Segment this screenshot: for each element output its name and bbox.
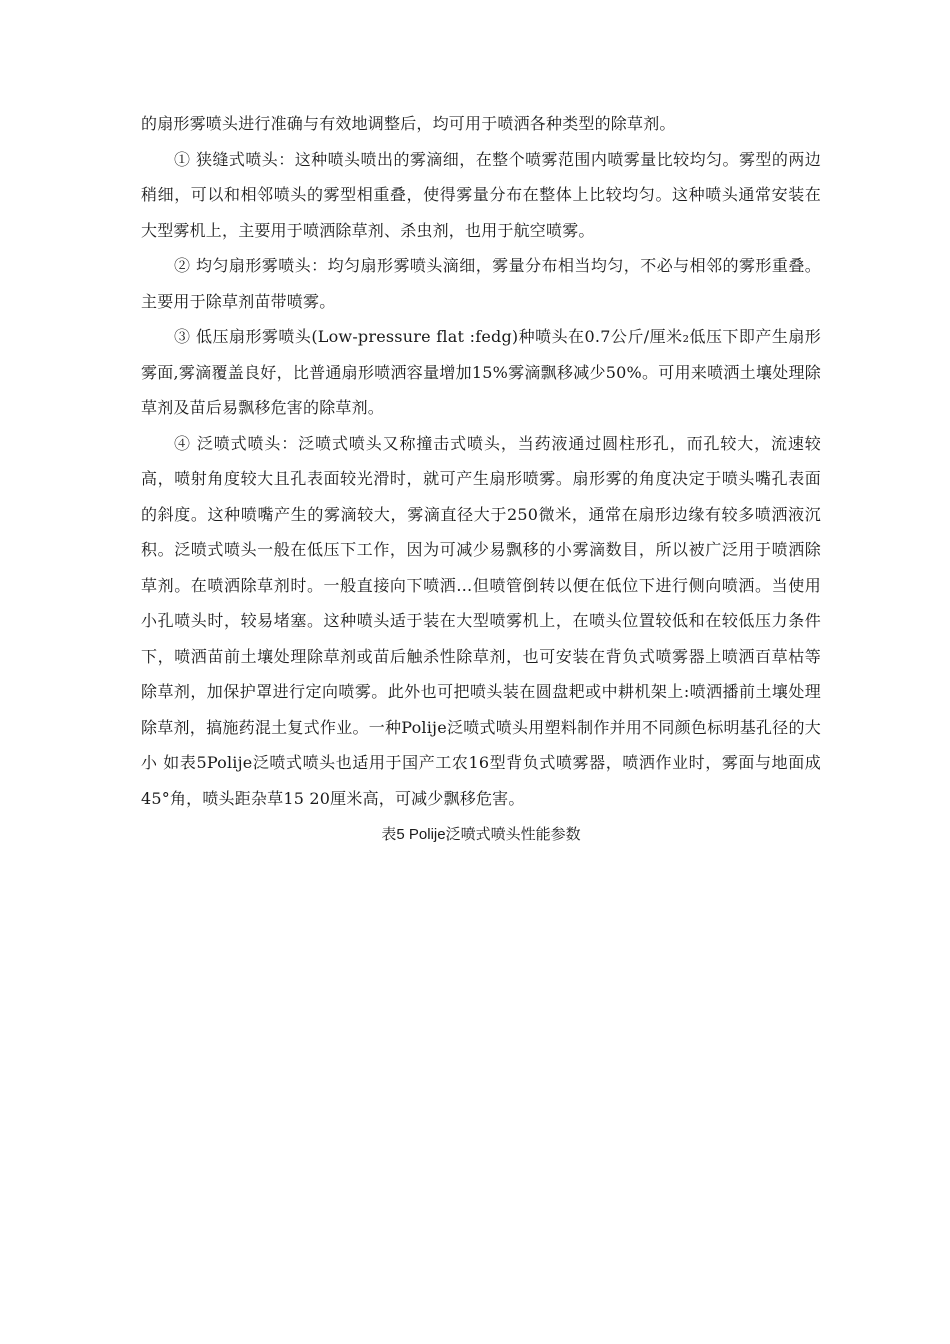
table-caption: 表5 Polije泛喷式喷头性能参数	[381, 826, 581, 843]
paragraph-even-flat-fan-nozzle: ② 均匀扇形雾喷头：均匀扇形雾喷头滴细，雾量分布相当均匀，不必与相邻的雾形重叠。主要用于除草剂苗带喷雾。	[141, 256, 821, 311]
paragraph-flood-nozzle: ④ 泛喷式喷头：泛喷式喷头又称撞击式喷头，当药液通过圆柱形孔，而孔较大，流速较高，喷射角度较大且孔表面较光滑时，就可产生扇形喷雾。扇形雾的角度决定于喷头嘴孔表面的斜度。这种喷嘴产生的雾滴较大，雾滴直径大于250微米，通常在扇形边缘有较多喷洒液沉积。泛喷式喷头一般在低压下工作，因为可减少易飘移的小雾滴数目，所以被广泛用于喷洒除草剂。在喷洒除草剂时。一般直接向下喷洒…但喷管倒转以便在低位下进行侧向喷洒。当使用小孔喷头时，较易堵塞。这种喷头适于装在大型喷雾机上，在喷头位置较低和在较低压力条件下，喷洒苗前土壤处理除草剂或苗后触杀性除草剂，也可安装在背负式喷雾器上喷洒百草枯等除草剂，加保护罩进行定向喷雾。此外也可把喷头装在圆盘耙或中耕机架上:喷洒播前土壤处理除草剂，搞施药混土复式作业。一种Polije泛喷式喷头用塑料制作并用不同颜色标明基孔径的大小 如表5Polije泛喷式喷头也适用于国产工农16型背负式喷雾器，喷洒作业时，雾面与地面成45°角，喷头距杂草15 20厘米高，可减少飘移危害。	[141, 433, 821, 808]
paragraph-low-pressure-nozzle: ③ 低压扇形雾喷头(Low-pressure flat :fedg)种喷头在0.7公斤/厘米₂低压下即产生扇形雾面,雾滴覆盖良好，比普通扇形喷洒容量增加15%雾滴飘移减少50%。可用来喷洒土壤处理除草剂及苗后易飘移危害的除草剂。	[141, 327, 821, 417]
paragraph-continuation: 的扇形雾喷头进行准确与有效地调整后，均可用于喷洒各种类型的除草剂。	[141, 114, 676, 133]
paragraph-slit-nozzle: ① 狭缝式喷头：这种喷头喷出的雾滴细，在整个喷雾范围内喷雾量比较均匀。雾型的两边稍细，可以和相邻喷头的雾型相重叠，使得雾量分布在整体上比较均匀。这种喷头通常安装在大型雾机上，主要用于喷洒除草剂、杀虫剂，也用于航空喷雾。	[141, 149, 821, 240]
document-page	[141, 106, 821, 850]
